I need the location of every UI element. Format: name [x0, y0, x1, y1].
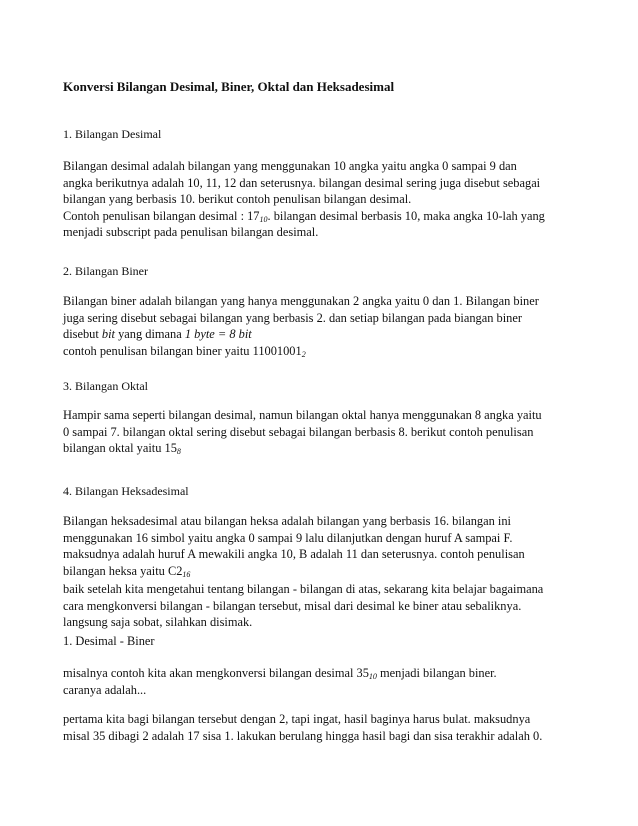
- example-text: . bilangan desimal berbasis 10, maka angka 10-lah yang: [267, 208, 545, 223]
- paragraph-line: Hampir sama seperti bilangan desimal, namun bilangan oktal hanya menggunakan 8 angka yaitu: [63, 408, 542, 422]
- paragraph-line: pertama kita bagi bilangan tersebut dengan 2, tapi ingat, hasil baginya harus bulat. maksudnya: [63, 712, 531, 726]
- example-text: menjadi bilangan biner.: [376, 666, 497, 680]
- biner-example-line: [63, 343, 571, 360]
- base-subscript: 10: [259, 214, 268, 224]
- subheading-text: 1. Desimal - Biner: [63, 634, 155, 648]
- paragraph-oktal: [63, 407, 571, 457]
- base-subscript: 10: [368, 672, 377, 681]
- text-run: disebut: [63, 327, 102, 341]
- base-subscript: 16: [182, 569, 191, 579]
- section-heading-oktal: 3. Bilangan Oktal: [63, 379, 148, 393]
- paragraph-line: caranya adalah...: [63, 682, 147, 697]
- base-subscript: 2: [301, 349, 306, 359]
- paragraph-line: bilangan yang berbasis 10. berikut contoh penulisan bilangan desimal.: [63, 192, 412, 206]
- text-run: yang dimana: [114, 327, 185, 341]
- paragraph-line: 0 sampai 7. bilangan oktal sering disebut sebagai bilangan berbasis 8. berikut contoh penulisan: [63, 424, 534, 439]
- example-text: bilangan heksa yaitu C2: [63, 563, 183, 578]
- paragraph-biner: [63, 293, 571, 359]
- paragraph-line: baik setelah kita mengetahui tentang bilangan - bilangan di atas, sekarang kita belajar bagaimana: [63, 582, 544, 596]
- heksa-example-line: [63, 563, 571, 580]
- bit-term: bit: [101, 327, 115, 341]
- subheading-desimal-biner: [63, 633, 571, 650]
- paragraph-line: maksudnya adalah huruf A mewakili angka 10, B adalah 11 dan seterusnya. contoh penulisan: [63, 547, 525, 561]
- paragraph-conversion-steps: [63, 711, 571, 744]
- paragraph-intro-conversion: [63, 581, 571, 631]
- byte-formula: 1 byte = 8 bit: [184, 327, 252, 341]
- paragraph-heksadesimal: [63, 513, 571, 579]
- paragraph-line: juga sering disebut sebagai bilangan yang berbasis 2. dan setiap bilangan pada biangan biner: [63, 310, 523, 325]
- paragraph-desimal: [63, 158, 571, 241]
- section-heading-biner: 2. Bilangan Biner: [63, 264, 148, 278]
- paragraph-line: langsung saja sobat, silahkan disimak.: [63, 615, 253, 629]
- paragraph-line: Bilangan heksadesimal atau bilangan heksa adalah bilangan yang berbasis 16. bilangan ini: [63, 514, 511, 528]
- paragraph-line: menjadi subscript pada penulisan bilangan desimal.: [63, 225, 319, 239]
- paragraph-line: angka berikutnya adalah 10, 11, 12 dan seterusnya. bilangan desimal sering juga disebut sebagai: [63, 175, 541, 190]
- paragraph-line: misal 35 dibagi 2 adalah 17 sisa 1. lakukan berulang hingga hasil bagi dan sisa terakhir adalah 0.: [63, 728, 543, 743]
- example-text: bilangan oktal yaitu 15: [63, 441, 177, 455]
- oktal-example-line: [63, 440, 571, 457]
- example-text: contoh penulisan bilangan biner yaitu 11001001: [63, 343, 302, 358]
- paragraph-line: cara mengkonversi bilangan - bilangan tersebut, misal dari desimal ke biner atau sebaliknya.: [63, 598, 522, 613]
- base-subscript: 8: [176, 447, 181, 456]
- conversion-example-line: [63, 665, 571, 682]
- document-title: Konversi Bilangan Desimal, Biner, Oktal dan Heksadesimal: [63, 79, 395, 94]
- section-heading-heksadesimal: 4. Bilangan Heksadesimal: [63, 484, 189, 498]
- paragraph-line: Bilangan desimal adalah bilangan yang menggunakan 10 angka yaitu angka 0 sampai 9 dan: [63, 159, 517, 173]
- byte-definition-line: [63, 326, 571, 343]
- example-text: misalnya contoh kita akan mengkonversi bilangan desimal 35: [63, 666, 369, 680]
- paragraph-line: menggunakan 16 simbol yaitu angka 0 sampai 9 lalu dilanjutkan dengan huruf A sampai F.: [63, 530, 513, 545]
- paragraph-conversion-example: [63, 665, 571, 698]
- section-heading-desimal: 1. Bilangan Desimal: [63, 127, 162, 141]
- paragraph-line: Bilangan biner adalah bilangan yang hanya menggunakan 2 angka yaitu 0 dan 1. Bilangan biner: [63, 294, 539, 308]
- desimal-example-line: [63, 208, 571, 225]
- example-text: Contoh penulisan bilangan desimal : 17: [63, 208, 260, 223]
